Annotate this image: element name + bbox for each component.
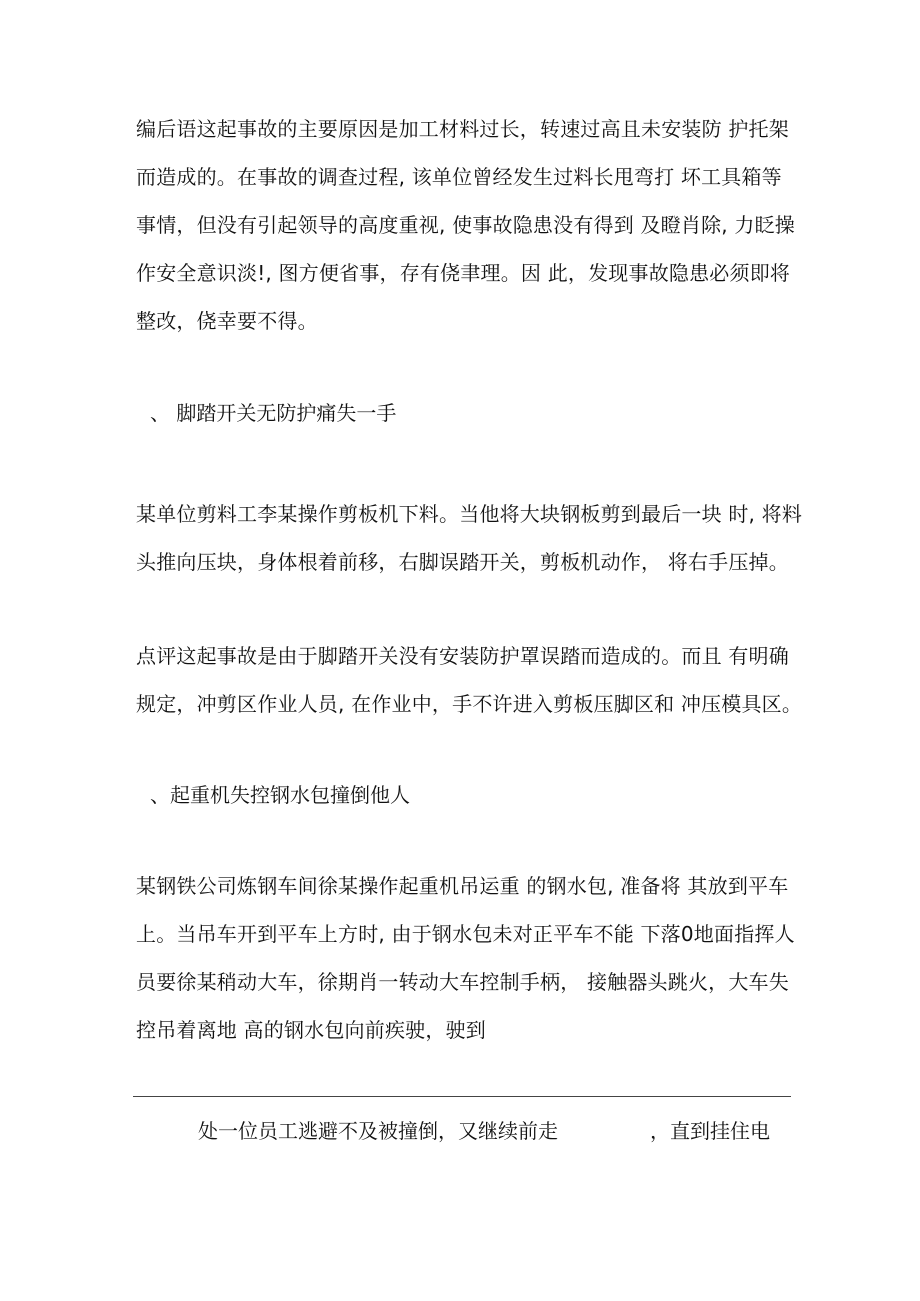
section-heading-foot-switch: 、 脚踏开关无防护痛失一手 [150,401,397,425]
text-line: 头推向压块，身体根着前移，右脚误踏开关，剪板机动作， 将右手压掉。 [136,550,789,574]
divider-line [133,1096,791,1097]
text-line: 控吊着离地 高的钢水包向前疾驶，驶到 [136,1018,486,1042]
text-line: 作安全意识淡!, 图方便省事，存有侥聿理。因 此，发现事故隐患必须即将 [136,261,791,285]
footer-text-left: 处一位员工逃避不及被撞倒，又继续前走 [198,1119,558,1143]
case2-comment-paragraph [136,632,803,728]
text-line: 而造成的。在事故的调查过程, 该单位曾经发生过料长甩弯打 坏工具箱等 [136,165,782,189]
text-line: 某单位剪料工李某操作剪板机下料。当他将大块钢板剪到最后一块 时, 将料 [136,502,803,526]
footer-text-right: ，直到挂住电 [650,1119,770,1143]
text-line: 规定，冲剪区作业人员, 在作业中，手不许进入剪板压脚区和 冲压模具区。 [136,692,803,716]
text-line: 事情，但没有引起领导的高度重视, 使事故隐患没有得到 及瞪肖除, 力眨操 [136,213,795,237]
editorial-paragraph [136,105,796,345]
text-line: 点评这起事故是由于脚踏开关没有安装防护罩误踏而造成的。而且 有明确 [136,644,789,668]
case3-paragraph [136,862,796,1054]
text-line: 员要徐某稍动大车，徐期肖一转动大车控制手柄， 接触器头跳火，大车失 [136,970,789,994]
text-line: 编后语这起事故的主要原因是加工材料过长，转速过高且未安装防 护托架 [136,117,789,141]
text-line: 上。当吊车开到平车上方时, 由于钢水包未对正平车不能 下落0地面指挥人 [136,922,795,946]
text-line: 整改，侥幸要不得。 [136,309,318,333]
case2-paragraph [136,490,803,586]
section-heading-crane: 、起重机失控钢水包撞倒他人 [150,783,410,807]
text-line: 某钢铁公司炼钢车间徐某操作起重机吊运重 的钢水包, 准备将 其放到平车 [136,874,789,898]
